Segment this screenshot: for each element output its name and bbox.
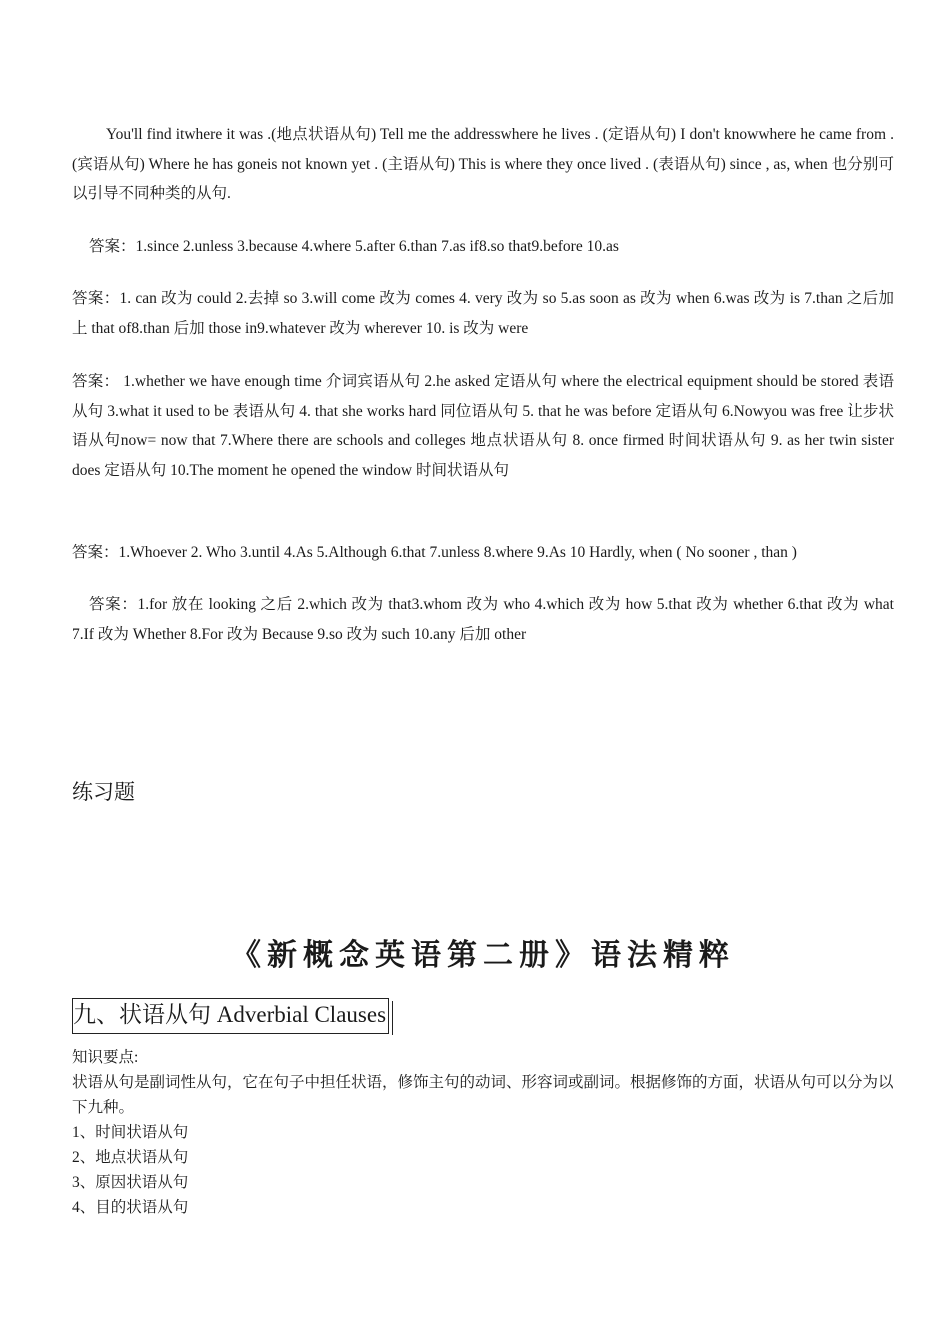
exercise-heading: 练习题	[72, 780, 135, 804]
answer-paragraph-2: 答案：1. can 改为 could 2.去掉 so 3.will come 改为 comes 4. very 改为 so 5.as soon as 改为 when 6.was 改为 is 7.than 之后加上 that of8.than 后加 those in9.whatever 改为 wherever 10. is 改为 were	[72, 290, 894, 337]
knowledge-item-3: 3、原因状语从句	[72, 1174, 189, 1191]
answer-paragraph-4: 答案：1.Whoever 2. Who 3.until 4.As 5.Although 6.that 7.unless 8.where 9.As 10 Hardly, when ( No sooner , than )	[72, 544, 797, 561]
knowledge-item-4: 4、目的状语从句	[72, 1199, 189, 1216]
answer-paragraph-3: 答案： 1.whether we have enough time 介词宾语从句 2.he asked 定语从句 where the electrical equipment should be stored 表语从句 3.what it used to be 表语从句 4. that she works hard 同位语从句 5. that he was before 定语从句 6.Nowyou was free 让步状语从句now= now that 7.Where there are schools and colleges 地点状语从句 8. once firmed 时间状语从句 9. as her twin sister does 定语从句 10.The moment he opened the window 时间状语从句	[72, 373, 894, 479]
knowledge-item-1: 1、时间状语从句	[72, 1124, 189, 1141]
section-heading: 九、状语从句 Adverbial Clauses	[72, 998, 389, 1034]
knowledge-label: 知识要点:	[72, 1049, 139, 1066]
knowledge-points	[72, 1045, 894, 1220]
intro-paragraph: You'll find itwhere it was .(地点状语从句) Tell me the addresswhere he lives . (定语从句) I don't knowwhere he came from . (宾语从句) Where he has goneis not known yet . (主语从句) This is where they once lived . (表语从句) since , as, when 也分别可以引导不同种类的从句.	[72, 126, 894, 202]
answer-paragraph-1: 答案：1.since 2.unless 3.because 4.where 5.after 6.than 7.as if8.so that9.before 10.as	[89, 238, 619, 255]
knowledge-body: 状语从句是副词性从句，它在句子中担任状语，修饰主句的动词、形容词或副词。根据修饰的方面，状语从句可以分为以下九种。	[72, 1074, 894, 1116]
knowledge-item-2: 2、地点状语从句	[72, 1149, 189, 1166]
answer-paragraph-5: 答案：1.for 放在 looking 之后 2.which 改为 that3.whom 改为 who 4.which 改为 how 5.that 改为 whether 6.that 改为 what 7.If 改为 Whether 8.For 改为 Because 9.so 改为 such 10.any 后加 other	[72, 596, 894, 643]
book-title: 《新概念英语第二册》语法精粹	[231, 938, 735, 973]
